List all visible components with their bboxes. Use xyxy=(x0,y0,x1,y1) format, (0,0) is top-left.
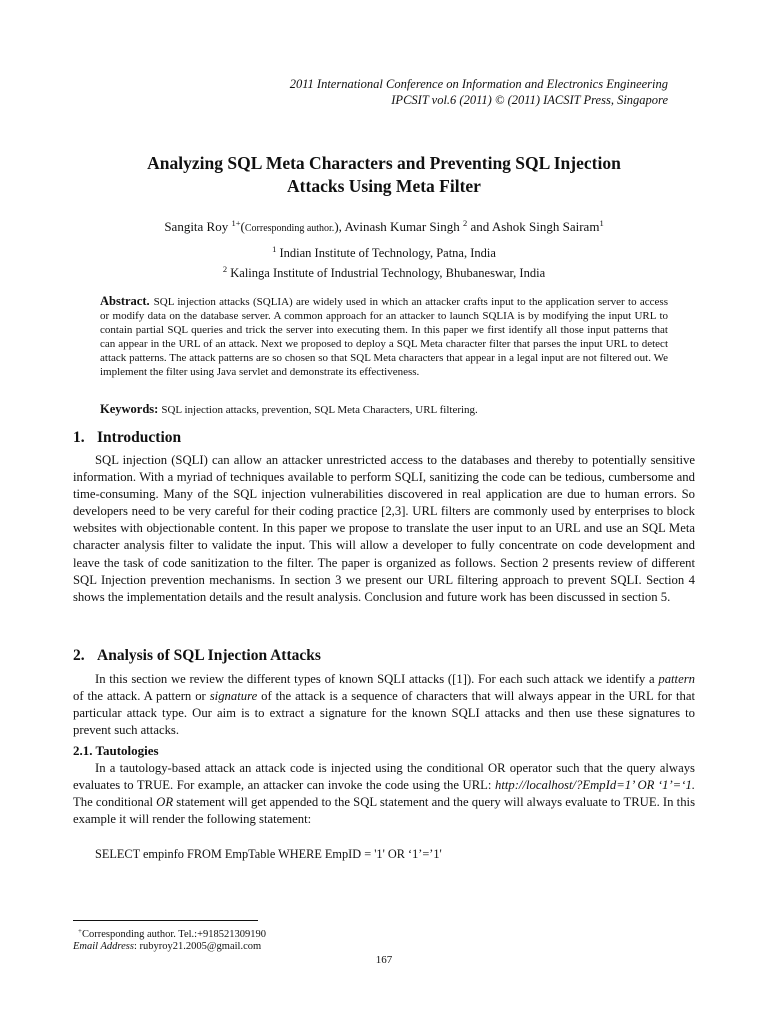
conference-line: 2011 International Conference on Information and Electronics Engineering xyxy=(289,77,668,91)
author-2: Avinash Kumar Singh xyxy=(344,219,463,234)
keywords-text: SQL injection attacks, prevention, SQL Meta Characters, URL filtering. xyxy=(161,404,478,416)
corresponding-note: Corresponding author. xyxy=(244,223,335,234)
keywords xyxy=(100,402,668,417)
footnote-divider xyxy=(73,920,258,921)
footnote-corresponding: +Corresponding author. Tel.:+918521309190 xyxy=(78,927,267,940)
sql-statement: SELECT empinfo FROM EmpTable WHERE EmpID = '1' OR ‘1’=’1' xyxy=(95,847,442,861)
section-heading-analysis: 2. Analysis of SQL Injection Attacks xyxy=(73,647,321,664)
author-2-sup: 2 xyxy=(463,218,468,228)
author-1: Sangita Roy xyxy=(164,219,232,234)
example-url: http://localhost/?EmpId=1’ OR ‘1’=‘1. xyxy=(494,778,695,793)
running-header xyxy=(290,76,668,108)
abstract xyxy=(100,294,668,380)
paper-title xyxy=(80,152,688,198)
affiliation-2: $^2$ Kalinga Institute of Industrial Technology, Bhubaneswar, India xyxy=(222,264,546,280)
title-line-2: Attacks Using Meta Filter xyxy=(287,176,481,196)
or-term: OR xyxy=(156,795,174,810)
title-line-1: Analyzing SQL Meta Characters and Preventing SQL Injection xyxy=(147,153,621,173)
proceedings-line: IPCSIT vol.6 (2011) © (2011) IACSIT Press, Singapore xyxy=(391,93,668,107)
footnote-email: Email Address: rubyroy21.2005@gmail.com xyxy=(73,941,262,952)
affiliation-1: $^1$ Indian Institute of Technology, Patna, India xyxy=(272,244,496,260)
keywords-label: Keywords: xyxy=(100,402,159,416)
author-3-sup: 1 xyxy=(599,218,604,228)
introduction-paragraph: SQL injection (SQLI) can allow an attacker unrestricted access to the databases and thereby to potentially sensitive information. With a myriad of techniques available to perform SQLI, sanitizing the code can be tedious, cumbersome and time-consuming. Many of the SQL injection vulnerabilities discovered in real application are due to human errors. So developers need to be very careful for their coding practice [2,3]. URL filters are commonly used by enterprises to block websites with objectionable content. In this paper we propose to translate the user input to an URL and use an SQL Meta character analysis filter to validate the input. This will allow a developer to fully concentrate on code development and leave the task of code sanitization to the filter. The paper is organized as follows. Section 2 presents review of different SQL Injection prevention mechanisms. In section 3 we present our URL filtering approach to prevent SQLI. Section 4 shows the implementation details and the result analysis. Conclusion and future work has been discussed in section 5. xyxy=(73,453,695,604)
pattern-term: pattern xyxy=(658,672,695,686)
abstract-text: SQL injection attacks (SQLIA) are widely used in which an attacker crafts input to the application server to access or modify data on the database server. A common approach for an attacker to launch SQLIA is by modifying the input URL to contain partial SQL queries and trick the server into executing them. In this paper we first identify all those input patterns that can appear in the URL of an attack. Next we proposed to deploy a SQL Meta character filter that parses the input URL to detect attack patterns. The attack patterns are so chosen so that SQL Meta characters that appear in a legal input are not filtered out. We implement the filter using Java servlet and demonstrate its effectiveness. xyxy=(100,296,668,379)
author-list: Sangita Roy $^{1+}$(Corresponding author.), Avinash Kumar Singh $^2$ and Ashok Singh Sairam$^1$ xyxy=(164,218,604,234)
section-heading-introduction: 1. Introduction xyxy=(73,429,182,446)
page-number: 167 xyxy=(375,954,393,966)
author-3: Ashok Singh Sairam xyxy=(491,219,600,234)
author-1-sup: 1+ xyxy=(231,218,241,228)
analysis-paragraph: In this section we review the different types of known SQLI attacks ([1]). For each such attack we identify a pattern of the attack. A pattern or signature of the attack is a sequence of characters that will always appear in the URL for that particular attack type. Our aim is to extract a signature for the known SQLI attacks and then use these signatures to prevent such attacks. xyxy=(73,672,695,738)
tautologies-paragraph: In a tautology-based attack an attack code is injected using the conditional OR operator such that the query always evaluates to TRUE. For example, an attacker can invoke the code using the URL: http://localhost/?EmpId=1’ OR ‘1’=‘1. The conditional OR statement will get appended to the SQL statement and the query will always evaluate to TRUE. In this example it will render the following statement: xyxy=(73,761,696,827)
signature-term: signature xyxy=(209,689,258,704)
and-word: and xyxy=(467,219,492,234)
abstract-label: Abstract. xyxy=(100,294,150,308)
subsection-heading-tautologies: 2.1. Tautologies xyxy=(73,743,159,758)
